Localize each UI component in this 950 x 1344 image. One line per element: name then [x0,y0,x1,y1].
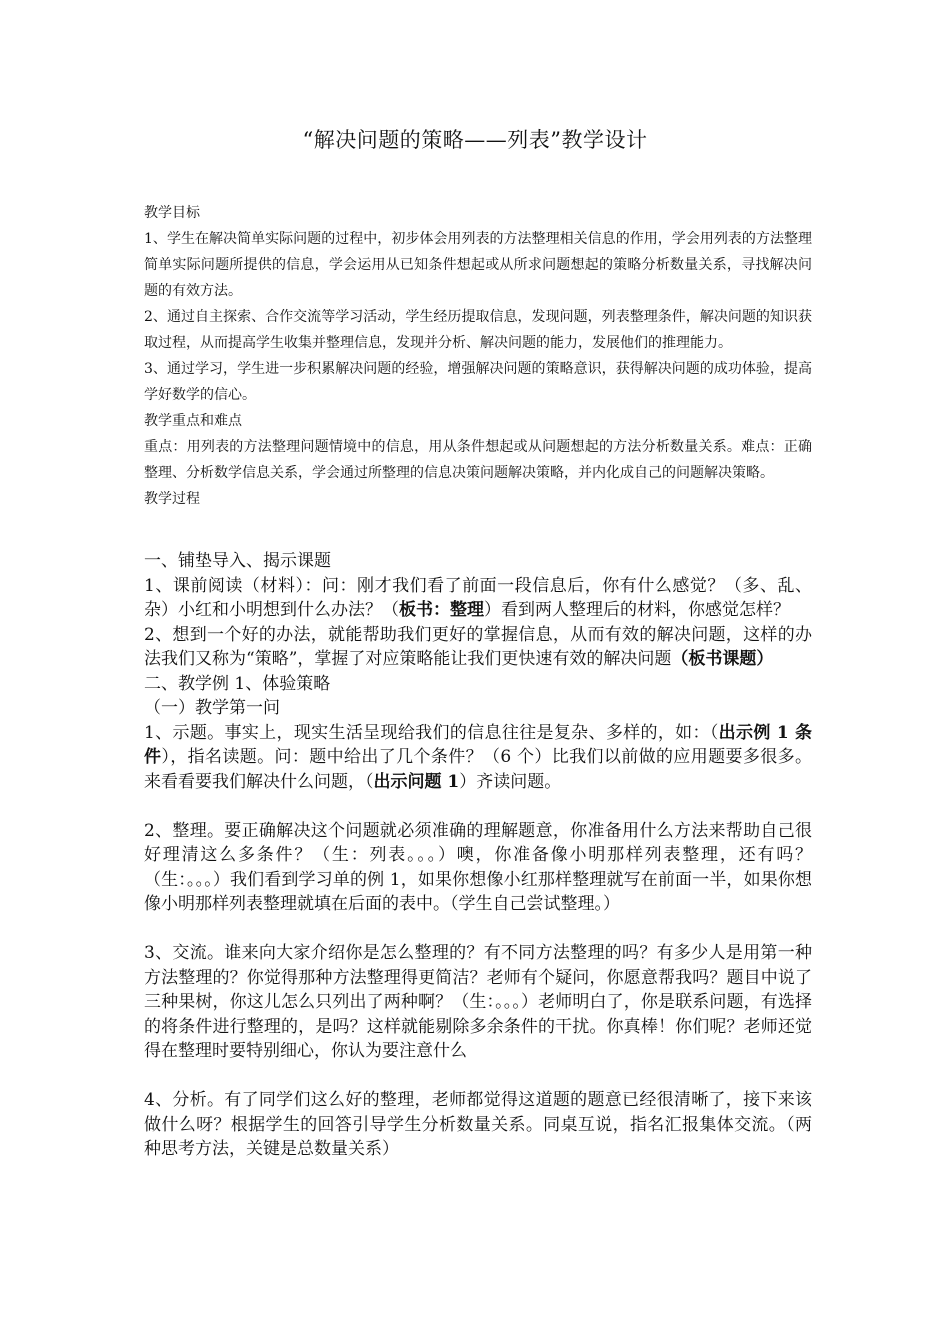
blank-line [144,794,812,819]
board-title-note: （板书课题） [671,649,774,669]
process-heading: 教学过程 [144,491,200,507]
objective-2: 2、通过自主探索、合作交流等学习活动，学生经历提取信息，发现问题，列表整理条件，解决问题的知识获取过程，从而提高学生收集并整理信息，发现并分析、解决问题的能力，发展他们的推理能力。 [144,309,812,351]
blank-line [144,917,812,942]
subsection-1-heading: （一）教学第一问 [144,698,280,718]
show-example-note: 出示例 1 条件 [144,722,812,767]
blank-line [144,1064,812,1089]
process-section [144,549,812,1162]
board-note: 板书：整理 [399,600,484,620]
objectives-section [144,200,812,512]
paragraph-1: 1、课前阅读（材料）：问：刚才我们看了前面一段信息后，你有什么感觉？（多、乱、杂）小红和小明想到什么办法？（板书：整理）看到两人整理后的材料，你感觉怎样？ [144,575,812,620]
paragraph-4: 2、整理。要正确解决这个问题就必须准确的理解题意，你准备用什么方法来帮助自己很好理清这么多条件？（生：列表。。。）噢，你准备像小明那样列表整理，还有吗？（生：。。。）我们看到学习单的例 1，如果你想像小红那样整理就写在前面一半，如果你想像小明那样列表整理就填在后面的表中。（学生自己尝试整理。） [144,820,812,914]
paragraph-2: 2、想到一个好的办法，就能帮助我们更好的掌握信息，从而有效的解决问题，这样的办法我们又称为“策略”，掌握了对应策略能让我们更快速有效的解决问题（板书课题） [144,624,812,669]
paragraph-3: 1、示题。事实上，现实生活呈现给我们的信息往往是复杂、多样的，如：（出示例 1 条件），指名读题。问：题中给出了几个条件？（6 个）比我们以前做的应用题要多很多。来看看要我们解决什么问题，（出示问题 1）齐读问题。 [144,722,813,792]
show-question-note: 出示问题 1 [373,771,460,792]
section-1-heading: 一、铺垫导入、揭示课题 [144,551,331,571]
key-points-heading: 教学重点和难点 [144,413,242,429]
objective-1: 1、学生在解决简单实际问题的过程中，初步体会用列表的方法整理相关信息的作用，学会用列表的方法整理简单实际问题所提供的信息，学会运用从已知条件想起或从所求问题想起的策略分析数量关系，寻找解决问题的有效方法。 [144,231,812,299]
objective-3: 3、通过学习，学生进一步积累解决问题的经验，增强解决问题的策略意识，获得解决问题的成功体验，提高学好数学的信心。 [144,361,812,403]
paragraph-5: 3、交流。谁来向大家介绍你是怎么整理的？有不同方法整理的吗？有多少人是用第一种方法整理的？你觉得那种方法整理得更简洁？老师有个疑问，你愿意帮我吗？题目中说了三种果树，你这儿怎么只列出了两种啊？（生：。。。）老师明白了，你是联系问题，有选择的将条件进行整理的，是吗？这样就能剔除多余条件的干扰。你真棒！你们呢？老师还觉得在整理时要特别细心，你认为要注意什么 [144,943,812,1061]
document-title: “解决问题的策略——列表”教学设计 [302,128,648,152]
section-2-heading: 二、教学例 1、体验策略 [144,673,331,694]
objectives-heading: 教学目标 [144,205,200,221]
paragraph-6: 4、分析。有了同学们这么好的整理，老师都觉得这道题的题意已经很清晰了，接下来该做什么呀？根据学生的回答引导学生分析数量关系。同桌互说，指名汇报集体交流。（两种思考方法，关键是总数量关系） [144,1090,812,1159]
key-points-text: 重点：用列表的方法整理问题情境中的信息，用从条件想起或从问题想起的方法分析数量关系。难点：正确整理、分析数学信息关系，学会通过所整理的信息决策问题解决策略，并内化成自己的问题解决策略。 [144,439,812,481]
